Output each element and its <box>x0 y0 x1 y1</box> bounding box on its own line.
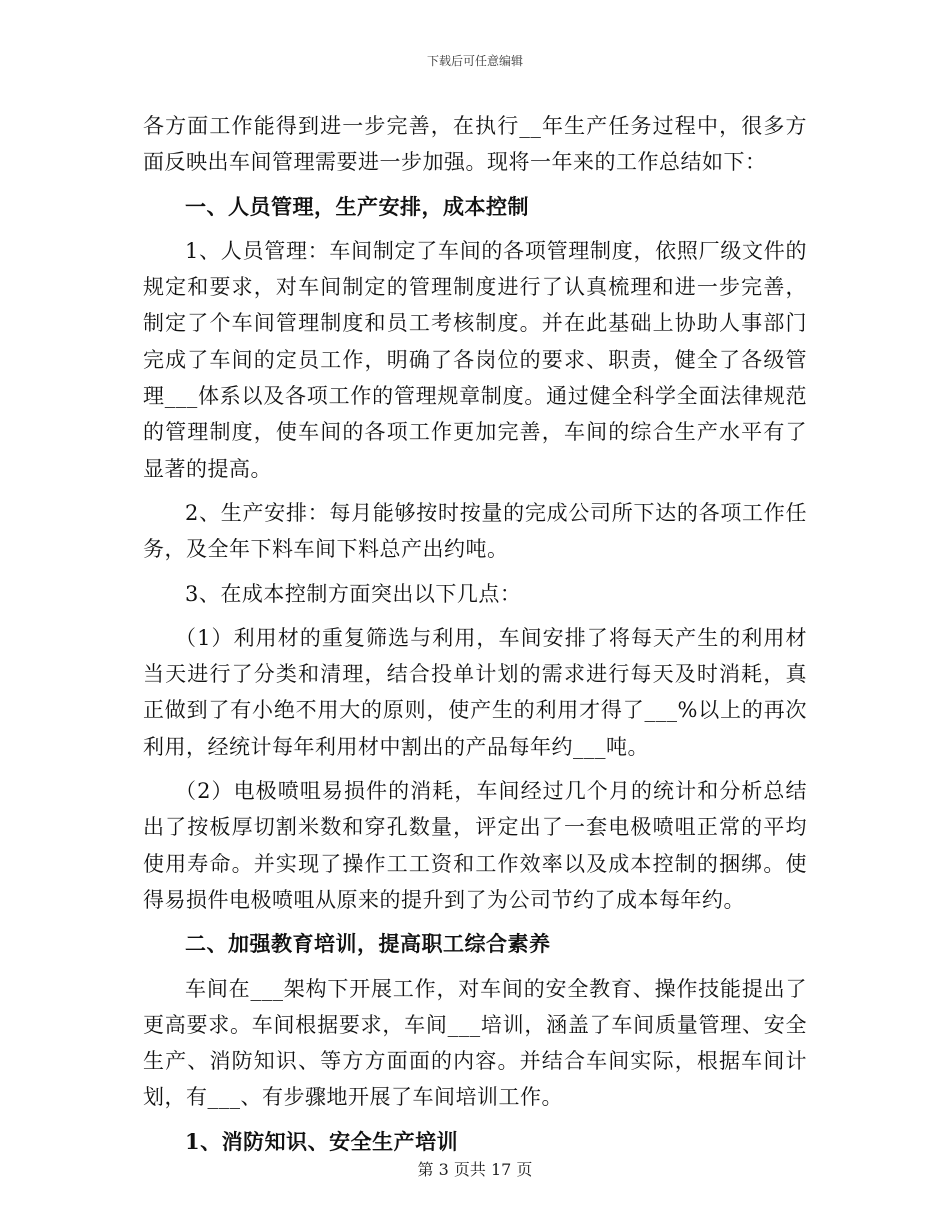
paragraph-item-2: （2）电极喷咀易损件的消耗，车间经过几个月的统计和分析总结出了按板厚切割米数和穿孔数量，评定出了一套电极喷咀正常的平均使用寿命。并实现了操作工工资和工作效率以及成本控制的捆绑。使得易损件电极喷咀从原来的提升到了为公司节约了成本每年约。 <box>143 779 807 912</box>
paragraph-production: 2、生产安排：每月能够按时按量的完成公司所下达的各项工作任务，及全年下料车间下料总产出约吨。 <box>143 500 807 562</box>
document-body <box>143 108 807 1160</box>
page-footer: 第 3 页共 17 页 <box>417 1160 533 1179</box>
paragraph-cost-control: 3、在成本控制方面突出以下几点： <box>185 581 522 606</box>
page-header: 下载后可任意编辑 <box>426 54 523 68</box>
section-heading-2: 二、加强教育培训，提高职工综合素养 <box>185 931 551 957</box>
paragraph-training: 车间在___架构下开展工作，对车间的安全教育、操作技能提出了更高要求。车间根据要求，车间___培训，涵盖了车间质量管理、安全生产、消防知识、等方方面面的内容。并结合车间实际，根据车间计划，有___、有步骤地开展了车间培训工作。 <box>143 976 807 1110</box>
section-heading-1: 一、人员管理，生产安排，成本控制 <box>185 193 529 219</box>
subsection-heading: 1、消防知识、安全生产培训 <box>185 1128 459 1154</box>
paragraph-personnel: 1、人员管理：车间制定了车间的各项管理制度，依照厂级文件的规定和要求，对车间制定的管理制度进行了认真梳理和进一步完善，制定了个车间管理制度和员工考核制度。并在此基础上协助人事部门完成了车间的定员工作，明确了各岗位的要求、职责，健全了各级管理___体系以及各项工作的管理规章制度。通过健全科学全面法律规范的管理制度，使车间的各项工作更加完善，车间的综合生产水平有了显著的提高。 <box>143 238 807 481</box>
paragraph-intro: 各方面工作能得到进一步完善，在执行__年生产任务过程中，很多方面反映出车间管理需要进一步加强。现将一年来的工作总结如下： <box>143 114 807 175</box>
paragraph-item-1: （1）利用材的重复筛选与利用，车间安排了将每天产生的利用材当天进行了分类和清理，结合投单计划的需求进行每天及时消耗，真正做到了有小绝不用大的原则，使产生的利用才得了___%以上的再次利用，经统计每年利用材中割出的产品每年约___吨。 <box>143 625 807 759</box>
